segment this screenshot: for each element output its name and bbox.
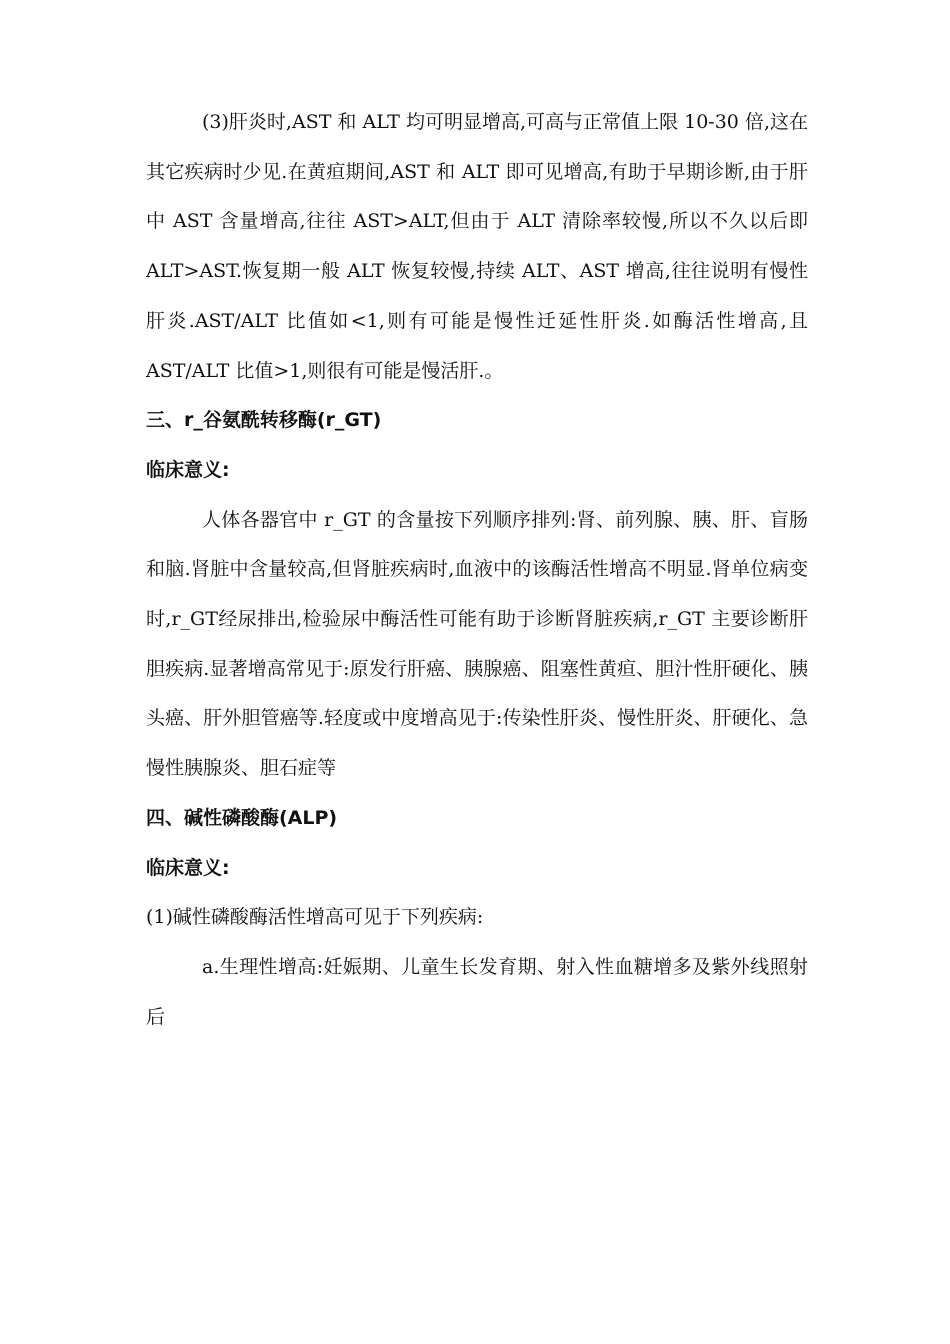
section-heading-alp: 四、碱性磷酸酶(ALP) xyxy=(146,806,338,829)
subheading-clinical-significance-rgt: 临床意义: xyxy=(146,458,230,481)
section-heading-rgt: 三、r_谷氨酰转移酶(r_GT) xyxy=(146,409,382,432)
paragraph-hepatitis-ast-alt: (3)肝炎时,AST 和 ALT 均可明显增高,可高与正常值上限 10-30 倍,这在其它疾病时少见.在黄疸期间,AST 和 ALT 即可见增高,有助于早期诊断,由于肝中 AST 含量增高,往往 AST>ALT,但由于 ALT 清除率较慢,所以不久以后即 ALT>AST.恢复期一般 ALT 恢复较慢,持续 ALT、AST 增高,往往说明有慢性肝炎.AST/ALT 比值如<1,则有可能是慢性迁延性肝炎.如酶活性增高,且 AST/ALT 比值>1,则很有可能是慢活肝.。 xyxy=(146,111,808,382)
paragraph-alp-item1a: a.生理性增高:妊娠期、儿童生长发育期、射入性血糖增多及紫外线照射后 xyxy=(146,955,808,1028)
paragraph-rgt-body: 人体各器官中 r_GT 的含量按下列顺序排列:肾、前列腺、胰、肝、盲肠和脑.肾脏中含量较高,但肾脏疾病时,血液中的该酶活性增高不明显.肾单位病变时,r_GT经尿排出,检验尿中酶活性可能有助于诊断肾脏疾病,r_GT 主要诊断肝胆疾病.显著增高常见于:原发行肝癌、胰腺癌、阻塞性黄疸、胆汁性肝硬化、胰头癌、肝外胆管癌等.轻度或中度增高见于:传染性肝炎、慢性肝炎、肝硬化、急慢性胰腺炎、胆石症等 xyxy=(146,508,808,780)
paragraph-alp-item1: (1)碱性磷酸酶活性增高可见于下列疾病: xyxy=(146,906,484,929)
document-page xyxy=(146,98,808,1042)
subheading-clinical-significance-alp: 临床意义: xyxy=(146,856,230,879)
